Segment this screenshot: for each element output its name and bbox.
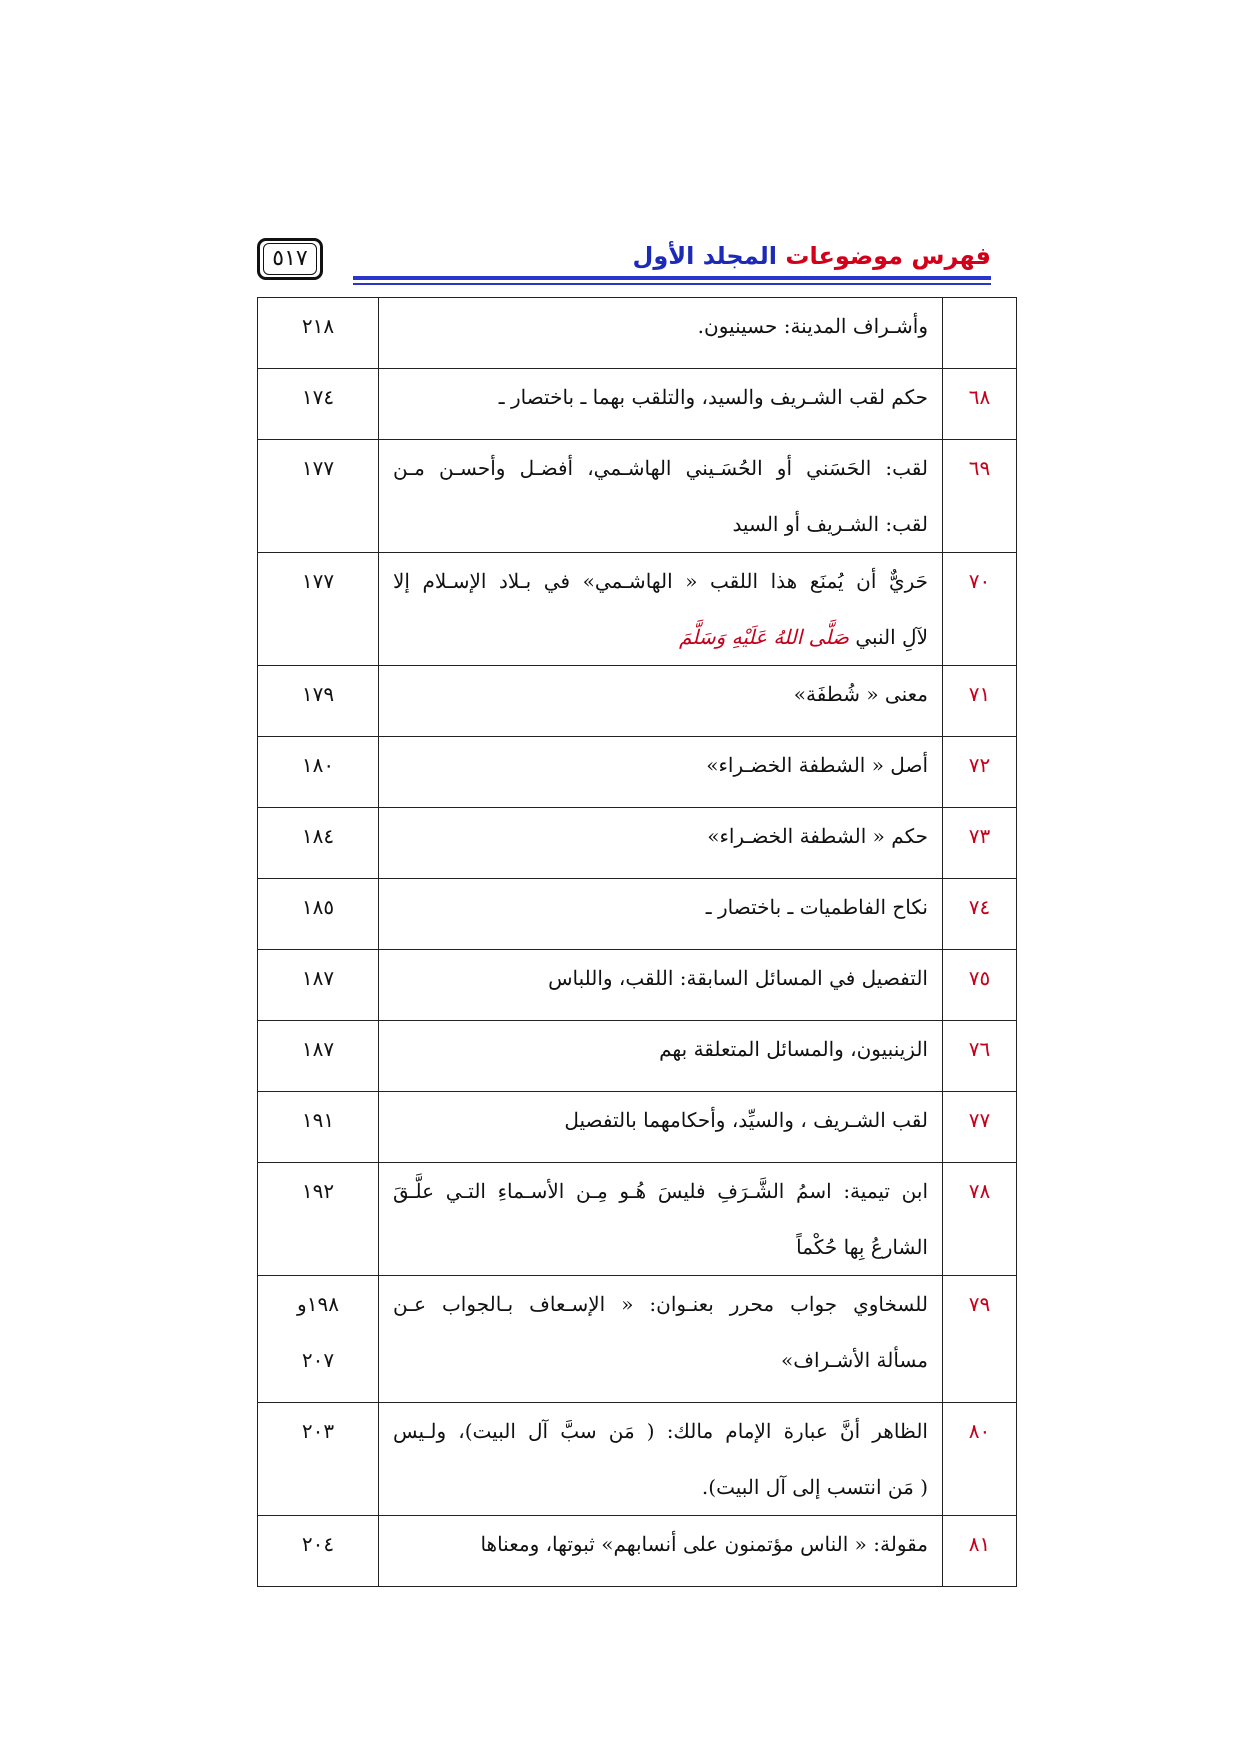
page-cell: [258, 440, 379, 553]
title-part-2: المجلد: [694, 242, 778, 270]
topic-text: التفصيل في المسائل السابقة: اللقب، واللباس: [548, 966, 928, 990]
topic-number: ٧٥: [943, 950, 1017, 1021]
index-row: [258, 950, 1017, 1021]
topic-cell: [379, 369, 943, 440]
page-cell: [258, 1403, 379, 1516]
topic-line: [393, 496, 928, 552]
page-cell: [258, 879, 379, 950]
index-row: [258, 1092, 1017, 1163]
index-row: [258, 1163, 1017, 1276]
topic-cell: [379, 737, 943, 808]
topic-cell: [379, 666, 943, 737]
topic-number: ٧٨: [943, 1163, 1017, 1276]
topic-line: [393, 440, 928, 496]
page-ref: ١٨٥: [301, 895, 335, 919]
topic-line: [393, 1219, 928, 1275]
topic-cell: [379, 808, 943, 879]
topic-line: [393, 808, 928, 864]
topic-text: الزينبيون، والمسائل المتعلقة بهم: [659, 1037, 928, 1061]
topic-line: [393, 369, 928, 425]
page-cell: [258, 737, 379, 808]
header-rule-thin: [353, 283, 991, 285]
page-ref: ٢٠٧: [301, 1348, 335, 1372]
topic-cell: [379, 1021, 943, 1092]
page-number: ٥١٧: [263, 243, 317, 275]
page-cell: [258, 1163, 379, 1276]
topic-cell: [379, 1516, 943, 1587]
topic-number: ٧٦: [943, 1021, 1017, 1092]
topic-line: [393, 609, 928, 665]
topic-text: لآلِ النبي: [855, 625, 928, 649]
page-cell: [258, 553, 379, 666]
topic-text: حكم لقب الشـريف والسيد، والتلقب بهما ـ باختصار ـ: [498, 385, 928, 409]
topic-line: [393, 298, 928, 354]
page-cell: [258, 808, 379, 879]
topic-number: ٧٠: [943, 553, 1017, 666]
topic-number: ٧١: [943, 666, 1017, 737]
topic-cell: [379, 553, 943, 666]
topic-cell: [379, 879, 943, 950]
topic-line: [393, 1276, 928, 1332]
topic-number: ٨٠: [943, 1403, 1017, 1516]
topic-number: [943, 298, 1017, 369]
index-row: [258, 369, 1017, 440]
topic-number: ٧٧: [943, 1092, 1017, 1163]
page-ref: ٢٠٤: [301, 1532, 335, 1556]
topic-cell: [379, 1403, 943, 1516]
topic-number: ٧٢: [943, 737, 1017, 808]
topic-text: معنى « شُطفَة»: [793, 682, 928, 706]
topic-number: ٧٣: [943, 808, 1017, 879]
page-ref: ١٧٤: [301, 385, 335, 409]
topic-text: الشارعُ بِها حُكْماً: [796, 1235, 928, 1259]
index-row: [258, 808, 1017, 879]
topic-text: حَريٌّ أن يُمنَع هذا اللقب « الهاشـمي» في بـلاد الإسـلام إلا: [393, 569, 928, 593]
topic-cell: [379, 1163, 943, 1276]
index-row: [258, 1021, 1017, 1092]
index-row: [258, 1276, 1017, 1403]
index-row: [258, 666, 1017, 737]
title-part-1: فهرس موضوعات: [777, 242, 991, 270]
page-ref: ١٧٧: [301, 569, 335, 593]
topic-text: حكم « الشطفة الخضـراء»: [707, 824, 928, 848]
page-ref: ١٧٩: [301, 682, 335, 706]
topic-number: ٦٩: [943, 440, 1017, 553]
page-ref: ١٨٠: [301, 753, 335, 777]
topic-line: [393, 1459, 928, 1515]
topic-text: لقب: الشـريف أو السيد: [732, 512, 928, 536]
index-row: [258, 737, 1017, 808]
topic-number: ٨١: [943, 1516, 1017, 1587]
index-table-body: [258, 298, 1017, 1587]
page-ref: ١٩٢: [301, 1179, 335, 1203]
topic-text: ابن تيمية: اسمُ الشَّـرَفِ فليسَ هُـو مِـن الأسـماءِ التـي علَّـقَ: [393, 1179, 928, 1203]
page-cell: [258, 1276, 379, 1403]
page-ref: ٢١٨: [301, 314, 335, 338]
topic-text: مقولة: « الناس مؤتمنون على أنسابهم» ثبوتها، ومعناها: [480, 1532, 928, 1556]
page-ref: ١٨٧: [301, 1037, 335, 1061]
topic-text: للسخاوي جواب محرر بعنـوان: « الإسـعاف بـالجواب عـن: [393, 1292, 928, 1316]
topic-line: [393, 1516, 928, 1572]
topic-text: لقب الشـريف ، والسيِّد، وأحكامهما بالتفصيل: [564, 1108, 928, 1132]
index-table: [257, 297, 1017, 1587]
page-ref: ١٩٨و: [297, 1292, 339, 1316]
page-cell: [258, 298, 379, 369]
topic-line: [393, 1021, 928, 1077]
page-cell: [258, 1021, 379, 1092]
page-number-frame: [257, 238, 323, 280]
index-row: [258, 1516, 1017, 1587]
page-ref: ١٨٧: [301, 966, 335, 990]
topic-line: [393, 1403, 928, 1459]
page-ref: ١٩١: [301, 1108, 335, 1132]
header-rule-thick: [353, 276, 991, 280]
topic-line: [393, 950, 928, 1006]
index-row: [258, 1403, 1017, 1516]
topic-text: لقب: الحَسَني أو الحُسَـيني الهاشـمي، أفضـل وأحسـن مـن: [393, 456, 928, 480]
topic-text: وأشـراف المدينة: حسينيون.: [697, 314, 928, 338]
page-ref: ١٨٤: [301, 824, 335, 848]
topic-number: ٧٤: [943, 879, 1017, 950]
page-header: [257, 238, 991, 284]
topic-text: ( مَن انتسب إلى آل البيت).: [701, 1475, 928, 1499]
page-cell: [258, 1092, 379, 1163]
page-ref: ٢٠٣: [301, 1419, 335, 1443]
topic-cell: [379, 1092, 943, 1163]
page-cell: [258, 666, 379, 737]
topic-cell: [379, 1276, 943, 1403]
topic-line: [393, 1163, 928, 1219]
topic-line: [393, 1092, 928, 1148]
honorific-phrase: صَلَّى اللهُ عَلَيْهِ وَسَلَّمَ: [678, 625, 849, 649]
topic-text: أصل « الشطفة الخضـراء»: [706, 753, 928, 777]
topic-number: ٧٩: [943, 1276, 1017, 1403]
topic-line: [393, 1332, 928, 1388]
topic-line: [393, 737, 928, 793]
topic-line: [393, 879, 928, 935]
index-row: [258, 298, 1017, 369]
index-row: [258, 879, 1017, 950]
topic-line: [393, 553, 928, 609]
topic-cell: [379, 950, 943, 1021]
page-title: [633, 238, 991, 274]
title-part-3: الأول: [632, 242, 695, 270]
index-row: [258, 440, 1017, 553]
page-ref: ١٧٧: [301, 456, 335, 480]
page-cell: [258, 1516, 379, 1587]
page-cell: [258, 369, 379, 440]
topic-line: [393, 666, 928, 722]
index-row: [258, 553, 1017, 666]
topic-number: ٦٨: [943, 369, 1017, 440]
topic-text: مسألة الأشـراف»: [781, 1348, 928, 1372]
topic-text: نكاح الفاطميات ـ باختصار ـ: [705, 895, 928, 919]
topic-cell: [379, 298, 943, 369]
topic-cell: [379, 440, 943, 553]
page-cell: [258, 950, 379, 1021]
topic-text: الظاهر أنَّ عبارة الإمام مالك: ( مَن سبَّ آل البيت)، ولـيس: [393, 1419, 928, 1443]
